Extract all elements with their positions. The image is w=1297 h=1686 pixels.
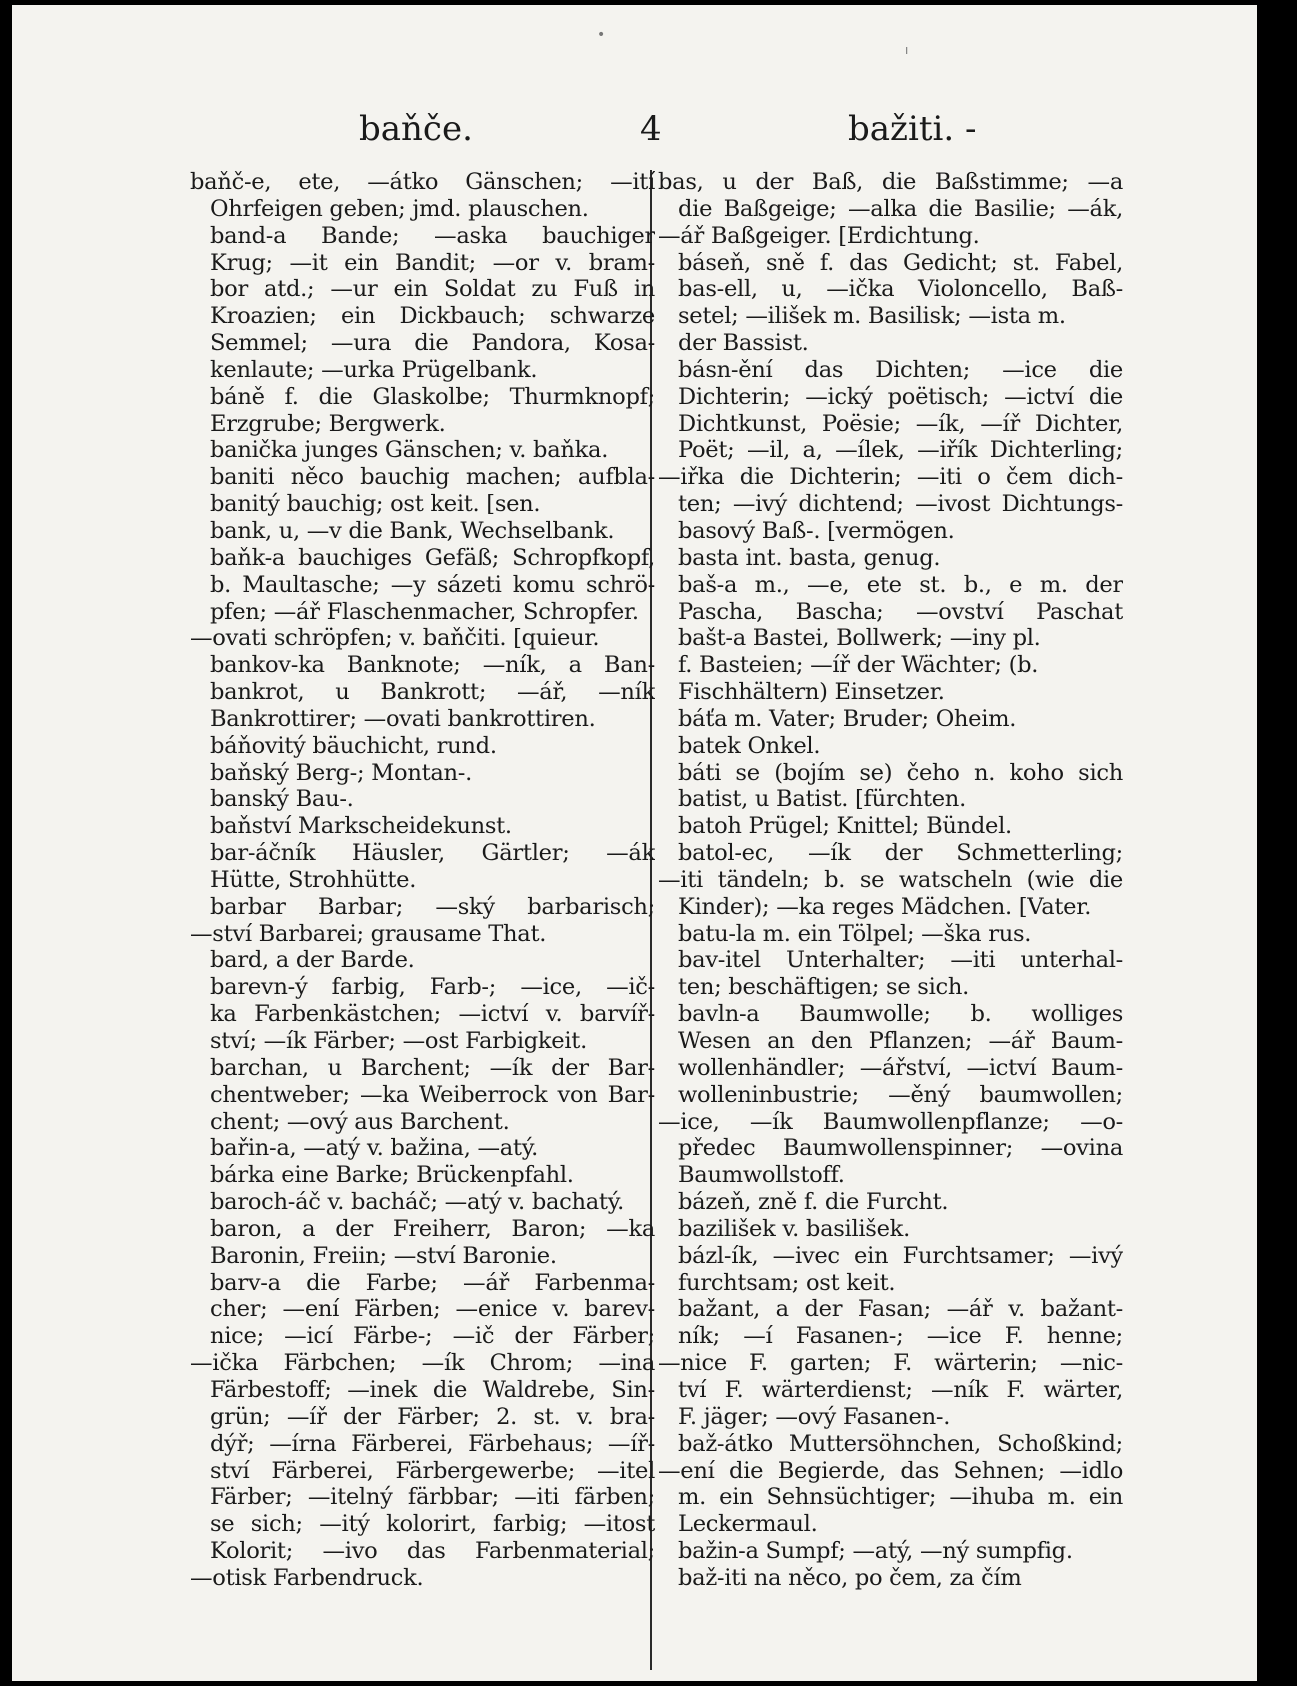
dictionary-line: baniti něco bauchig machen; aufbla- xyxy=(210,464,655,491)
dictionary-line: Poët; —il, a, —ílek, —iřík Dichterling; xyxy=(678,437,1123,464)
dictionary-line: basový Baß-. [vermögen. xyxy=(678,517,955,544)
dictionary-line: ství; —ík Färber; —ost Farbigkeit. xyxy=(210,1028,587,1054)
dictionary-line: ten; beschäftigen; se sich. xyxy=(678,974,970,1001)
dictionary-line: bank, u, —v die Bank, Wechselbank. xyxy=(210,517,615,544)
right-column xyxy=(658,169,1123,1592)
scan-speck: ı xyxy=(905,43,909,57)
dictionary-line: báňovitý bäuchicht, rund. xyxy=(210,732,497,759)
dictionary-line: batu-la m. ein Tölpel; —ška rus. xyxy=(678,920,1032,947)
dictionary-line: banička junges Gänschen; v. baňka. xyxy=(210,437,609,464)
dictionary-line: bázeň, zně f. die Furcht. xyxy=(678,1189,949,1216)
dictionary-line: Färbestoff; —inek die Waldrebe, Sin- xyxy=(210,1376,655,1403)
dictionary-line: bor atd.; —ur ein Soldat zu Fuß in xyxy=(210,276,655,303)
dictionary-line: —ice, —ík Baumwollenpflanze; —o- xyxy=(658,1108,1123,1135)
dictionary-line: Dichterin; —ický poëtisch; —ictví die xyxy=(678,383,1123,410)
dictionary-line: batol-ec, —ík der Schmetterling; xyxy=(678,840,1123,867)
left-column xyxy=(190,169,655,1592)
dictionary-line: baž-átko Muttersöhnchen, Schoßkind; xyxy=(678,1430,1123,1457)
dictionary-line: baňství Markscheidekunst. xyxy=(210,813,512,840)
dictionary-line: tví F. wärterdienst; —ník F. wärter, xyxy=(678,1376,1123,1403)
dictionary-line: b. Maultasche; —y sázeti komu schrö- xyxy=(210,571,655,598)
dictionary-line: —iti tändeln; b. se watscheln (wie die xyxy=(658,866,1123,893)
dictionary-line: bas, u der Baß, die Baßstimme; —a xyxy=(658,169,1123,195)
dictionary-line: Dichtkunst, Poësie; —ík, —íř Dichter, xyxy=(678,410,1123,437)
running-header xyxy=(12,109,1257,159)
dictionary-line: báně f. die Glaskolbe; Thurmknopf; xyxy=(210,383,655,410)
dictionary-line: ka Farbenkästchen; —ictví v. barvíř- xyxy=(210,1001,655,1028)
dictionary-line: basta int. basta, genug. xyxy=(678,544,941,571)
dictionary-line: batek Onkel. xyxy=(678,732,821,759)
dictionary-line: bar-áčník Häusler, Gärtler; —ák xyxy=(210,840,655,867)
header-last-word: bažiti. - xyxy=(848,109,977,149)
page-number: 4 xyxy=(640,109,662,149)
dictionary-line: m. ein Sehnsüchtiger; —ihuba m. ein xyxy=(678,1484,1123,1511)
dictionary-line: —otisk Farbendruck. xyxy=(190,1564,424,1591)
dictionary-line: Baronin, Freiin; —ství Baronie. xyxy=(210,1242,557,1269)
dictionary-line: baž-iti na něco, po čem, za čím xyxy=(678,1564,1022,1591)
dictionary-line: chent; —ový aus Barchent. xyxy=(210,1108,510,1135)
header-first-word: baňče. xyxy=(359,109,473,149)
dictionary-line: ten; —ivý dichtend; —ivost Dichtungs- xyxy=(678,491,1123,518)
dictionary-line: bažant, a der Fasan; —ář v. bažant- xyxy=(678,1296,1123,1323)
dictionary-line: banský Bau-. xyxy=(210,786,354,813)
dictionary-line: bázl-ík, —ivec ein Furchtsamer; —ivý xyxy=(678,1242,1123,1269)
dictionary-line: batoh Prügel; Knittel; Bündel. xyxy=(678,813,1012,840)
dictionary-line: Baumwollstoff. xyxy=(678,1162,845,1189)
dictionary-line: —ství Barbarei; grausame That. xyxy=(190,920,547,947)
dictionary-line: Kolorit; —ivo das Farbenmaterial; xyxy=(210,1538,655,1565)
dictionary-line: bazilišek v. basilišek. xyxy=(678,1215,910,1242)
dictionary-line: kenlaute; —urka Prügelbank. xyxy=(210,356,538,383)
dictionary-line: band-a Bande; —aska bauchiger xyxy=(210,222,655,249)
dictionary-line: bav-itel Unterhalter; —iti unterhal- xyxy=(678,947,1123,974)
dictionary-line: f. Basteien; —íř der Wächter; (b. xyxy=(678,652,1039,679)
dictionary-line: Färber; —itelný färbbar; —iti färben; xyxy=(210,1484,655,1511)
dictionary-line: baňk-a bauchiges Gefäß; Schropfkopf, xyxy=(210,544,655,571)
dictionary-line: baňč-e, ete, —átko Gänschen; —ití xyxy=(190,169,655,195)
dictionary-line: cher; —ení Färben; —enice v. barev- xyxy=(210,1296,655,1323)
dictionary-line: bavln-a Baumwolle; b. wolliges xyxy=(678,1001,1123,1028)
dictionary-line: bárka eine Barke; Brückenpfahl. xyxy=(210,1162,574,1189)
dictionary-line: barv-a die Farbe; —ář Farbenma- xyxy=(210,1269,655,1296)
dictionary-line: wollenhändler; —ářství, —ictví Baum- xyxy=(678,1054,1123,1081)
dictionary-line: bařin-a, —atý v. bažina, —atý. xyxy=(210,1135,539,1162)
dictionary-line: Ohrfeigen geben; jmd. plauschen. xyxy=(210,195,589,222)
dictionary-line: bard, a der Barde. xyxy=(210,947,415,974)
dictionary-line: Fischhältern) Einsetzer. xyxy=(678,679,945,706)
dictionary-line: Pascha, Bascha; —ovství Paschat xyxy=(678,598,1123,625)
dictionary-line: furchtsam; ost keit. xyxy=(678,1269,896,1296)
dictionary-line: —ář Baßgeiger. [Erdichtung. xyxy=(658,222,980,249)
dictionary-line: die Baßgeige; —alka die Basilie; —ák, xyxy=(678,195,1123,222)
dictionary-line: baron, a der Freiherr, Baron; —ka xyxy=(210,1215,655,1242)
dictionary-line: batist, u Batist. [fürchten. xyxy=(678,786,966,813)
dictionary-line: básn-ění das Dichten; —ice die xyxy=(678,356,1123,383)
dictionary-line: báťa m. Vater; Bruder; Oheim. xyxy=(678,705,1017,732)
dictionary-line: bašt-a Bastei, Bollwerk; —iny pl. xyxy=(678,625,1041,652)
dictionary-line: Wesen an den Pflanzen; —ář Baum- xyxy=(678,1028,1123,1054)
dictionary-line: setel; —ilišek m. Basilisk; —ista m. xyxy=(678,303,1066,330)
dictionary-page xyxy=(12,5,1257,1681)
dictionary-line: Leckermaul. xyxy=(678,1511,818,1538)
dictionary-line: Krug; —it ein Bandit; —or v. bram- xyxy=(210,249,655,276)
dictionary-line: nice; —icí Färbe-; —ič der Färber; xyxy=(210,1323,655,1350)
dictionary-line: Erzgrube; Bergwerk. xyxy=(210,410,446,437)
dictionary-line: ník; —í Fasanen-; —ice F. henne; xyxy=(678,1323,1123,1350)
dictionary-line: bas-ell, u, —ička Violoncello, Baß- xyxy=(678,276,1123,303)
dictionary-line: barbar Barbar; —ský barbarisch; xyxy=(210,893,655,920)
dictionary-line: baš-a m., —e, ete st. b., e m. der xyxy=(678,571,1123,598)
dictionary-line: se sich; —itý kolorirt, farbig; —itost xyxy=(210,1511,655,1538)
dictionary-line: Hütte, Strohhütte. xyxy=(210,866,417,893)
dictionary-line: Bankrottirer; —ovati bankrottiren. xyxy=(210,705,596,732)
dictionary-line: —ička Färbchen; —ík Chrom; —ina xyxy=(190,1350,655,1377)
dictionary-line: báseň, sně f. das Gedicht; st. Fabel, xyxy=(678,249,1123,276)
dictionary-line: F. jäger; —ový Fasanen-. xyxy=(678,1403,951,1430)
dictionary-line: barchan, u Barchent; —ík der Bar- xyxy=(210,1054,655,1081)
dictionary-line: pfen; —ář Flaschenmacher, Schropfer. xyxy=(210,598,639,625)
dictionary-line: chentweber; —ka Weiberrock von Bar- xyxy=(210,1081,655,1108)
dictionary-line: barevn-ý farbig, Farb-; —ice, —ič- xyxy=(210,974,655,1001)
dictionary-line: dýř; —írna Färberei, Färbehaus; —íř- xyxy=(210,1430,655,1457)
dictionary-line: der Bassist. xyxy=(678,330,809,357)
dictionary-line: —ení die Begierde, das Sehnen; —idlo xyxy=(658,1457,1123,1484)
dictionary-line: —iřka die Dichterin; —iti o čem dich- xyxy=(658,464,1123,491)
dictionary-line: banitý bauchig; ost keit. [sen. xyxy=(210,491,541,518)
dictionary-line: —ovati schröpfen; v. baňčiti. [quieur. xyxy=(190,625,600,652)
dictionary-line: Semmel; —ura die Pandora, Kosa- xyxy=(210,330,655,357)
dictionary-line: bankrot, u Bankrott; —ář, —ník xyxy=(210,679,655,706)
dictionary-line: —nice F. garten; F. wärterin; —nic- xyxy=(658,1350,1123,1377)
dictionary-line: grün; —íř der Färber; 2. st. v. bra- xyxy=(210,1403,655,1430)
dictionary-line: ství Färberei, Färbergewerbe; —itel xyxy=(210,1457,655,1484)
dictionary-line: baroch-áč v. bacháč; —atý v. bachatý. xyxy=(210,1189,625,1216)
scan-speck: • xyxy=(597,27,606,43)
dictionary-line: baňský Berg-; Montan-. xyxy=(210,759,472,786)
dictionary-line: Kinder); —ka reges Mädchen. [Vater. xyxy=(678,893,1092,920)
dictionary-line: bankov-ka Banknote; —ník, a Ban- xyxy=(210,652,655,679)
dictionary-line: bažin-a Sumpf; —atý, —ný sumpfig. xyxy=(678,1538,1073,1565)
dictionary-line: wolleninbustrie; —ěný baumwollen; xyxy=(678,1081,1123,1108)
dictionary-line: Kroazien; ein Dickbauch; schwarze xyxy=(210,303,655,330)
dictionary-line: předec Baumwollenspinner; —ovina xyxy=(678,1135,1123,1162)
dictionary-line: báti se (bojím se) čeho n. koho sich xyxy=(678,759,1123,786)
